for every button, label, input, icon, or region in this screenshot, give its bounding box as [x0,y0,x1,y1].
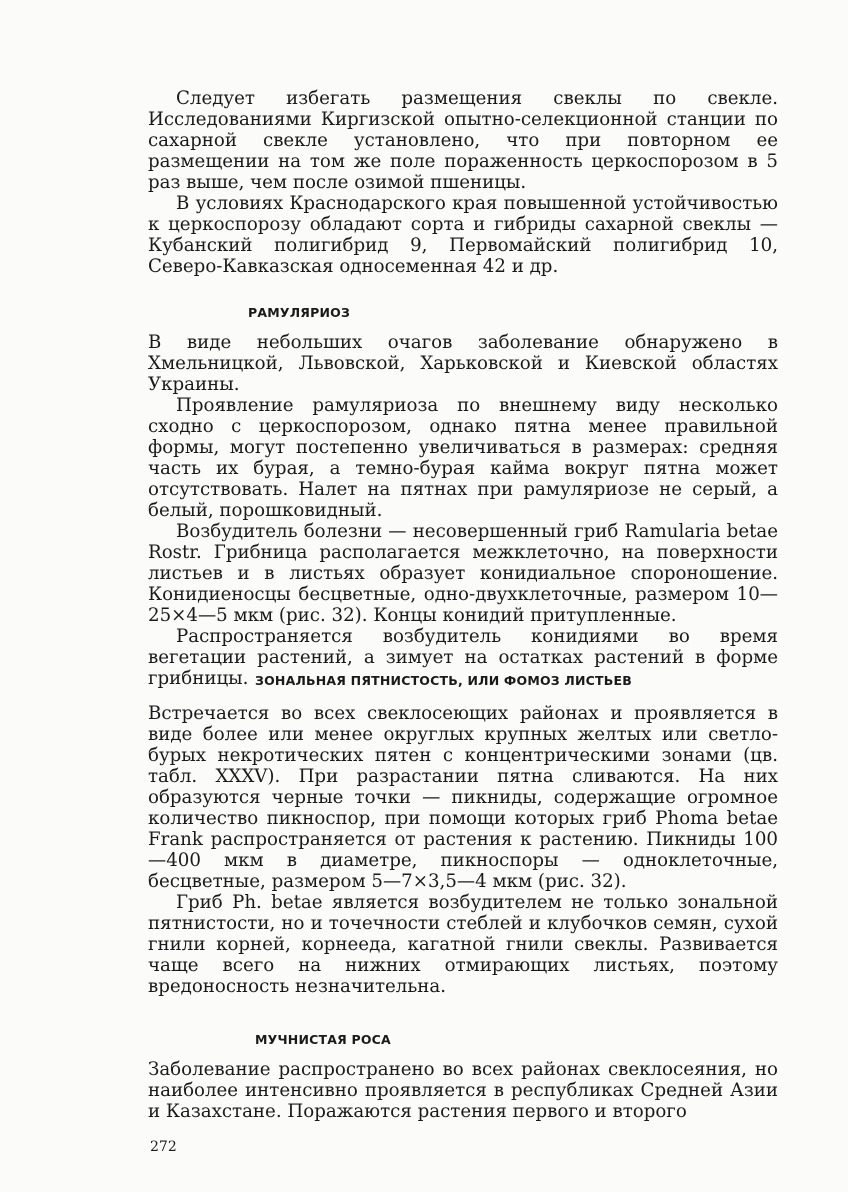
text-block-cercospora-end [148,88,778,277]
paragraph: Возбудитель болезни — несовершенный гриб Ramularia betae Rostr. Грибница располагается межклеточно, на поверхности листьев и в листьях образует конидиальное спороношение. Конидиеносцы бесцветные, одно-двухклеточные, размером 10—25×4—5 мкм (рис. 32). Концы конидий притупленные. [148,521,778,626]
paragraph: Следует избегать размещения свеклы по свекле. Исследованиями Киргизской опытно-селекционной станции по сахарной свекле установлено, что при повторном ее размещении на том же поле пораженность церкоспорозом в 5 раз выше, чем после озимой пшеницы. [148,88,778,193]
paragraph: В условиях Краснодарского края повышенной устойчивостью к церкоспорозу обладают сорта и гибриды сахарной свеклы — Кубанский полигибрид 9, Первомайский полигибрид 10, Северо-Кавказская односеменная 42 и др. [148,193,778,277]
text-block-powdery-mildew [148,1059,778,1122]
paragraph: Распространяется возбудитель конидиями во время вегетации растений, а зимует на остатках растений в форме грибницы. [148,626,778,689]
paragraph: Проявление рамуляриоза по внешнему виду несколько сходно с церкоспорозом, однако пятна менее правильной формы, могут постепенно увеличиваться в размерах: средняя часть их бурая, а темно-бурая кайма вокруг пятна может отсутствовать. Налет на пятнах при рамуляриозе не серый, а белый, порошковидный. [148,395,778,521]
page-number: 272 [150,1139,177,1155]
paragraph: В виде небольших очагов заболевание обнаружено в Хмельницкой, Львовской, Харьковской и Киевской областях Украины. [148,332,778,395]
heading-powdery-mildew: МУЧНИСТАЯ РОСА [255,1032,391,1047]
paragraph: Встречается во всех свеклосеющих районах и проявляется в виде более или менее округлых крупных желтых или светло-бурых некротических пятен с концентрическими зонами (цв. табл. XXXV). При разрастании пятна сливаются. На них образуются черные точки — пикниды, содержащие огромное количество пикноспор, при помощи которых гриб Phoma betae Frank распространяется от растения к растению. Пикниды 100—400 мкм в диаметре, пикноспоры — одноклеточные, бесцветные, размером 5—7×3,5—4 мкм (рис. 32). [148,703,778,892]
heading-zonal-spot: ЗОНАЛЬНАЯ ПЯТНИСТОСТЬ, ИЛИ ФОМОЗ ЛИСТЬЕВ [255,673,632,688]
text-block-ramulariosis [148,332,778,689]
paragraph: Гриб Ph. betae является возбудителем не только зональной пятнистости, но и точечности стеблей и клубочков семян, сухой гнили корней, корнееда, кагатной гнили свеклы. Развивается чаще всего на нижних отмирающих листьях, поэтому вредоносность незначительна. [148,892,778,997]
text-block-zonal-spot [148,703,778,997]
paragraph: Заболевание распространено во всех районах свеклосеяния, но наиболее интенсивно проявляется в республиках Средней Азии и Казахстане. Поражаются растения первого и второго [148,1059,778,1122]
heading-ramulariosis: РАМУЛЯРИОЗ [248,305,351,320]
